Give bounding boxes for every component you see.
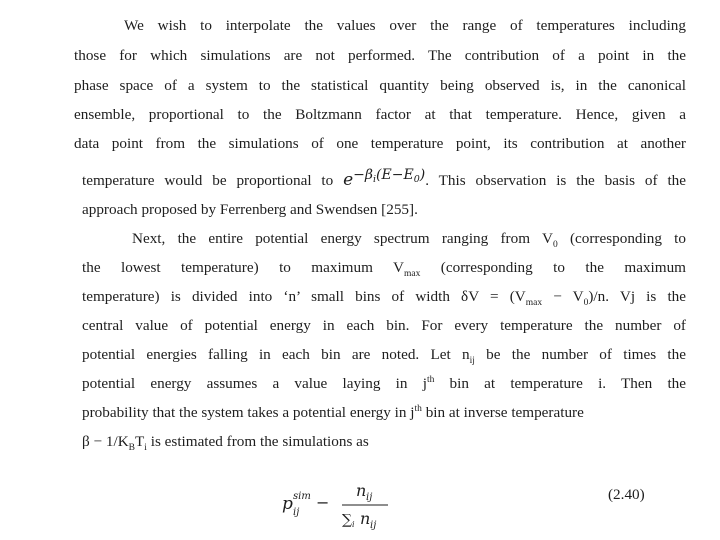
equation-equals: − bbox=[316, 493, 330, 512]
equation-numerator-subscript: ij bbox=[366, 492, 373, 503]
text-line: the lowest temperature) to maximum $V_{max}$ (corresponding to the maximum bbox=[82, 259, 686, 280]
equation-denominator-subscript: ij bbox=[370, 520, 377, 530]
equation-lhs-superscript: sim bbox=[293, 491, 311, 502]
text-line: data point from the simulations of one temperature point, its contribution at another bbox=[74, 135, 686, 152]
text-line: potential energies falling in each bin are noted. Let $n_{ij}$ be the number of times the bbox=[82, 346, 686, 367]
text-line-with-formula bbox=[82, 166, 686, 191]
text-fragment: temperature would be proportional to bbox=[82, 172, 344, 189]
text-line: temperature) is divided into ‘n’ small bins of width $\delta V = (V_{max} - V_0)/n$. Vj is the bbox=[82, 288, 686, 309]
equation-denominator: n bbox=[360, 509, 371, 528]
probability-equation bbox=[276, 480, 416, 530]
equation-number: (2.40) bbox=[608, 486, 645, 503]
equation-lhs: p bbox=[282, 494, 293, 514]
equation-numerator: n bbox=[356, 481, 367, 500]
text-line: phase space of a system to the statistical quantity being observed is, in the canonical bbox=[74, 77, 686, 94]
text-line: central value of potential energy in each bin. For every temperature the number of bbox=[82, 317, 686, 334]
text-line: approach proposed by Ferrenberg and Swendsen [255]. bbox=[82, 201, 418, 218]
equation-lhs-subscript: ij bbox=[293, 507, 300, 518]
text-line: $\beta - 1/K_BT_i$ is estimated from the simulations as bbox=[82, 433, 369, 454]
text-line: those for which simulations are not performed. The contribution of a point in the bbox=[74, 47, 686, 64]
boltzmann-factor-formula: $e^{-\beta_i(E-E_0)}$ bbox=[343, 166, 426, 190]
equation-sum-symbol: ∑ bbox=[342, 512, 352, 528]
text-line: potential energy assumes a value laying in $j^{th}$ bin at temperature i. Then the bbox=[82, 374, 686, 392]
text-line: We wish to interpolate the values over the range of temperatures including bbox=[124, 17, 686, 34]
equation-sum-subscript: i bbox=[352, 520, 355, 529]
text-line: probability that the system takes a potential energy in $j^{th}$ bin at inverse temperature bbox=[82, 403, 584, 421]
text-line: Next, the entire potential energy spectrum ranging from $V_0$ (corresponding to bbox=[132, 230, 686, 251]
text-fragment: . This observation is the basis of the bbox=[425, 172, 686, 189]
text-line: ensemble, proportional to the Boltzmann factor at that temperature. Hence, given a bbox=[74, 106, 686, 123]
